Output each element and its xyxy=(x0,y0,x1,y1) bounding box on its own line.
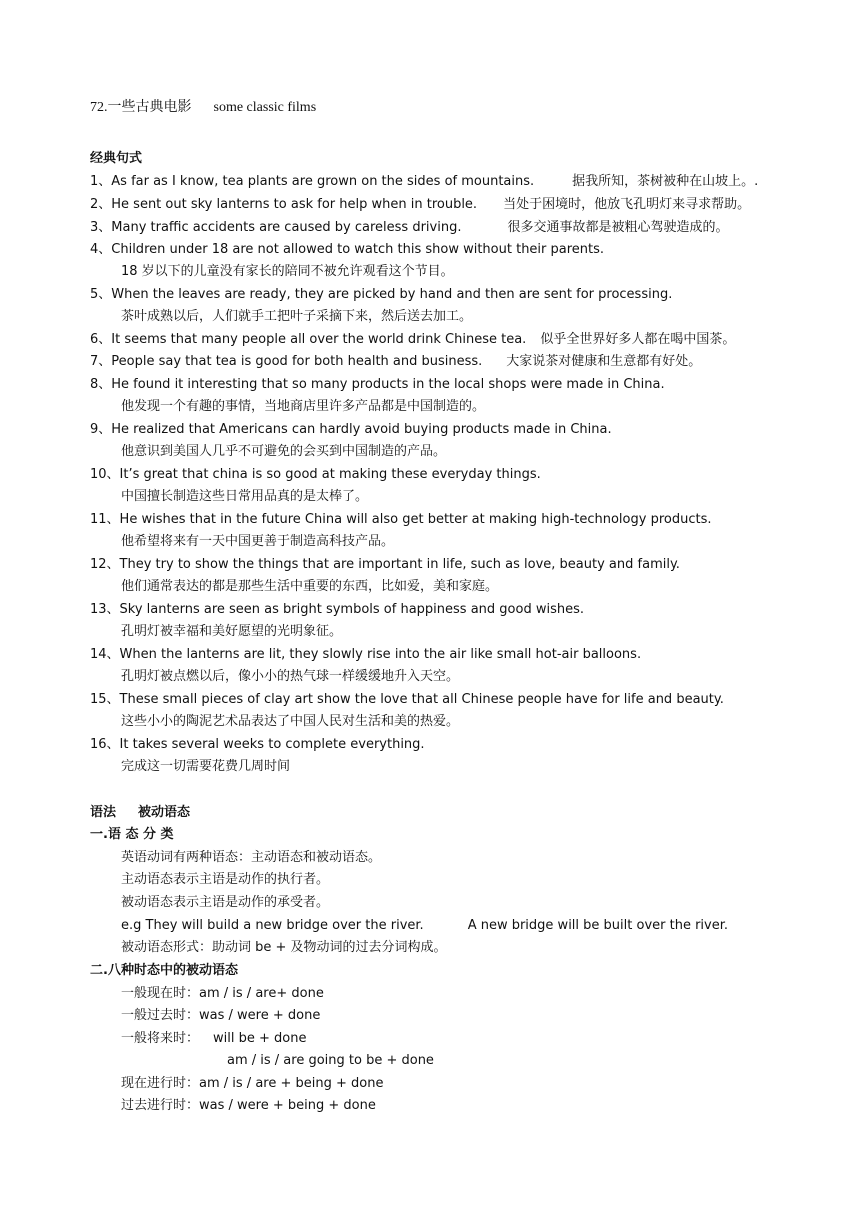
sentence-12-zh: 他们通常表达的都是那些生活中重要的东西，比如爱，美和家庭。 xyxy=(121,579,499,594)
sentence-8: 8、He found it interesting that so many products in the local shops were made in China. xyxy=(90,377,665,392)
sentence-7 xyxy=(90,353,701,371)
sentence-en: 7、People say that tea is good for both health and business. xyxy=(90,354,483,369)
sentence-zh: 似乎全世界好多人都在喝中国茶。 xyxy=(540,332,736,347)
sentence-9: 9、He realized that Americans can hardly avoid buying products made in China. xyxy=(90,422,612,437)
tense-label: 一般现在时： xyxy=(121,986,200,1001)
sentence-13: 13、Sky lanterns are seen as bright symbols of happiness and good wishes. xyxy=(90,602,584,617)
example-line xyxy=(121,917,728,935)
sentence-5: 5、When the leaves are ready, they are picked by hand and then are sent for processing. xyxy=(90,287,673,302)
example-active: e.g They will build a new bridge over the river. xyxy=(121,918,424,933)
tense-label: 现在进行时： xyxy=(121,1076,200,1091)
sentences-heading: 经典句式 xyxy=(90,151,143,166)
example-passive: A new bridge will be built over the river. xyxy=(467,918,729,933)
tense-form: am / is / are+ done xyxy=(199,986,324,1001)
sentence-6 xyxy=(90,331,735,349)
tense-form: will be + done xyxy=(213,1031,307,1046)
section-1-line-1: 英语动词有两种语态：主动语态和被动语态。 xyxy=(121,850,382,865)
sentence-14-zh: 孔明灯被点燃以后，像小小的热气球一样缓缓地升入天空。 xyxy=(121,669,460,684)
section-2-title: 二.八种时态中的被动语态 xyxy=(90,963,238,978)
section-1-line-2: 主动语态表示主语是动作的执行者。 xyxy=(121,872,330,887)
section-1-line-3: 被动语态表示主语是动作的承受者。 xyxy=(121,895,330,910)
section-1-title: 一.语 态 分 类 xyxy=(90,827,174,842)
grammar-label: 语法 xyxy=(90,805,117,820)
intro-line xyxy=(90,99,316,117)
grammar-topic: 被动语态 xyxy=(138,805,191,820)
sentence-zh: 很多交通事故都是被粗心驾驶造成的。 xyxy=(507,220,729,235)
sentence-zh: 据我所知，茶树被种在山坡上。. xyxy=(572,174,759,189)
sentence-4: 4、Children under 18 are not allowed to watch this show without their parents. xyxy=(90,242,605,257)
sentence-13-zh: 孔明灯被幸福和美好愿望的光明象征。 xyxy=(121,624,343,639)
sentence-9-zh: 他意识到美国人几乎不可避免的会买到中国制造的产品。 xyxy=(121,444,447,459)
tense-form: was / were + done xyxy=(199,1008,321,1023)
sentence-4-zh: 18 岁以下的儿童没有家长的陪同不被允许观看这个节目。 xyxy=(121,264,454,279)
sentence-11-zh: 他希望将来有一天中国更善于制造高科技产品。 xyxy=(121,534,395,549)
grammar-heading xyxy=(90,804,190,822)
tense-label: 一般将来时： xyxy=(121,1031,200,1046)
form-line: 被动语态形式：助动词 be + 及物动词的过去分词构成。 xyxy=(121,940,447,955)
sentence-10-zh: 中国擅长制造这些日常用品真的是太棒了。 xyxy=(121,489,369,504)
tense-label: 过去进行时： xyxy=(121,1098,200,1113)
sentence-8-zh: 他发现一个有趣的事情，当地商店里许多产品都是中国制造的。 xyxy=(121,399,486,414)
tense-form: am / is / are + being + done xyxy=(199,1076,384,1091)
sentence-10: 10、It’s great that china is so good at making these everyday things. xyxy=(90,467,541,482)
sentence-3 xyxy=(90,219,729,237)
tense-simple-present xyxy=(121,985,324,1003)
sentence-15: 15、These small pieces of clay art show the love that all Chinese people have for life and beauty. xyxy=(90,692,724,707)
tense-simple-future-alt: am / is / are going to be + done xyxy=(227,1053,434,1068)
sentence-12: 12、They try to show the things that are important in life, such as love, beauty and family. xyxy=(90,557,680,572)
sentence-16: 16、It takes several weeks to complete everything. xyxy=(90,737,425,752)
tense-simple-past xyxy=(121,1007,320,1025)
tense-past-continuous xyxy=(121,1097,376,1115)
sentence-en: 6、It seems that many people all over the world drink Chinese tea. xyxy=(90,332,527,347)
tense-simple-future xyxy=(121,1030,306,1048)
intro-english: some classic films xyxy=(213,100,317,115)
intro-label: 72.一些古典电影 xyxy=(90,100,192,115)
sentence-2 xyxy=(90,196,750,214)
sentence-zh: 当处于困境时，他放飞孔明灯来寻求帮助。 xyxy=(503,197,751,212)
sentence-15-zh: 这些小小的陶泥艺术品表达了中国人民对生活和美的热爱。 xyxy=(121,714,460,729)
sentence-16-zh: 完成这一切需要花费几周时间 xyxy=(121,759,291,774)
tense-label: 一般过去时： xyxy=(121,1008,200,1023)
sentence-en: 3、Many traffic accidents are caused by careless driving. xyxy=(90,220,462,235)
sentence-en: 2、He sent out sky lanterns to ask for help when in trouble. xyxy=(90,197,478,212)
sentence-zh: 大家说茶对健康和生意都有好处。 xyxy=(506,354,702,369)
sentence-11: 11、He wishes that in the future China will also get better at making high-technology products. xyxy=(90,512,712,527)
tense-form: was / were + being + done xyxy=(199,1098,376,1113)
sentence-1 xyxy=(90,173,758,191)
sentence-en: 1、As far as I know, tea plants are grown on the sides of mountains. xyxy=(90,174,535,189)
tense-present-continuous xyxy=(121,1075,383,1093)
sentence-14: 14、When the lanterns are lit, they slowly rise into the air like small hot-air balloons. xyxy=(90,647,642,662)
sentence-5-zh: 茶叶成熟以后，人们就手工把叶子采摘下来，然后送去加工。 xyxy=(121,309,473,324)
